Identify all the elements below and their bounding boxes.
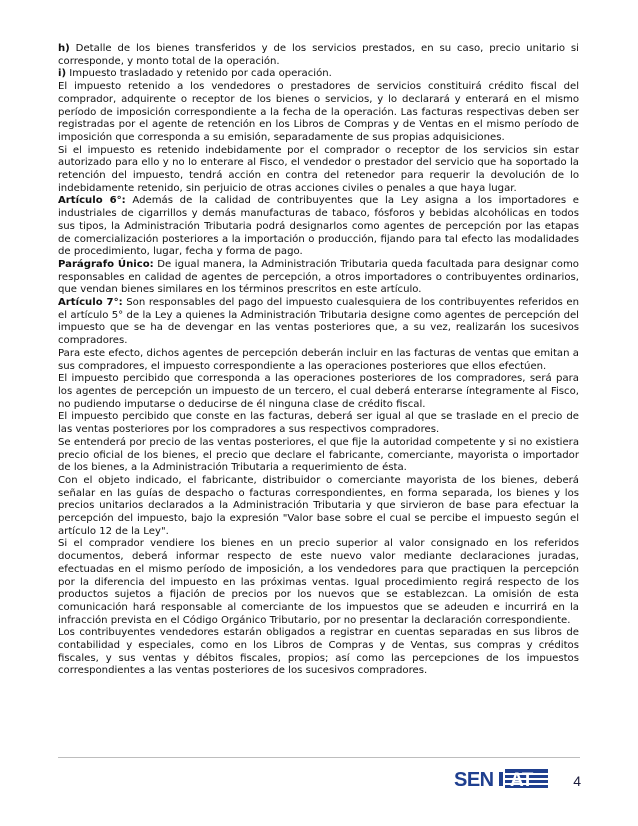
- paragraph-text: Se entenderá por precio de las ventas posteriores, el que fije la autoridad competente y si no existiera precio oficial de los bienes, el precio que declare el fabricante, comerciante, mayorista o importador de los bienes, a la Administración Tributaria a requerimiento de ésta.: [58, 436, 579, 474]
- paragraph-label: i): [58, 68, 67, 80]
- paragraph-text: Impuesto trasladado y retenido por cada operación.: [66, 68, 332, 80]
- paragraph-text: El impuesto percibido que corresponda a las operaciones posteriores de los compradores, será para los agentes de percepción un impuesto de un tercero, el cual deberá enterarse íntegramente al Fisco, no pudiendo imputarse o deducirse de él ninguna clase de crédito fiscal.: [58, 373, 579, 410]
- svg-text:AT: AT: [510, 770, 533, 790]
- paragraph-label: Artículo 7°:: [58, 297, 123, 309]
- seniat-logo: [454, 766, 548, 790]
- paragraph: [58, 538, 579, 627]
- paragraph-label: Artículo 6°:: [58, 195, 126, 207]
- paragraph-label: Parágrafo Único:: [58, 258, 154, 270]
- paragraph: [58, 297, 579, 348]
- paragraph-text: El impuesto retenido a los vendedores o prestadores de servicios constituirá crédito fiscal del comprador, adquirente o receptor de los bienes o servicios, y lo declarará y enterará en el mismo período de imposición correspondiente a la fecha de la operación. Las facturas respectivas deben ser registradas por el agente de retención en los Libros de Compras y de Ventas en el mismo período de imposición que corresponda a su emisión, separadamente de sus propias adquisiciones.: [58, 81, 579, 143]
- paragraph: [58, 43, 579, 68]
- svg-text:SEN: SEN: [454, 769, 494, 790]
- paragraph: [58, 373, 579, 411]
- paragraph-label: h): [58, 43, 70, 54]
- paragraph: [58, 411, 579, 436]
- paragraph-text: Con el objeto indicado, el fabricante, distribuidor o comerciante mayorista de los bienes, deberá señalar en las guías de despacho o facturas correspondientes, en forma separada, los bienes y los precios unitarios declarados a la Administración Tributaria y que sirvieron de base para efectuar la percepción del impuesto, bajo la expresión "Valor base sobre el cual se percibe el impuesto según el artículo 12 de la Ley".: [58, 474, 579, 537]
- footer-divider: [58, 757, 580, 758]
- paragraph: [58, 348, 579, 373]
- paragraph-text: El impuesto percibido que conste en las facturas, deberá ser igual al que se traslade en el precio de las ventas posteriores por los compradores a sus respectivos compradores.: [58, 411, 579, 436]
- paragraph-text: Detalle de los bienes transferidos y de los servicios prestados, en su caso, precio unitario si corresponde, y monto total de la operación.: [58, 43, 579, 67]
- paragraph: [58, 68, 579, 81]
- paragraph-text: Para este efecto, dichos agentes de percepción deberán incluir en las facturas de ventas que emitan a sus compradores, el impuesto correspondiente a las operaciones posteriores que ellos efectúen.: [58, 347, 579, 372]
- paragraph-text: De igual manera, la Administración Tributaria queda facultada para designar como responsables en calidad de agentes de percepción, a otros importadores o contribuyentes ordinarios, que vendan bienes similares en los términos prescritos en este artículo.: [58, 258, 579, 296]
- document-body: [58, 43, 579, 678]
- paragraph: [58, 195, 579, 259]
- paragraph: [58, 475, 579, 539]
- paragraph-text: Además de la calidad de contribuyentes que la Ley asigna a los importadores e industriales de cigarrillos y demás manufacturas de tabaco, fósforos y bebidas alcohólicas en todos sus tipos, la Administración Tributaria podrá designarlos como agentes de percepción por las etapas de comercialización posteriores a la importación o producción, fijando para tal efecto las modalidades de procedimiento, lugar, fecha y forma de pago.: [58, 195, 580, 258]
- page-number: 4: [573, 773, 581, 789]
- paragraph-text: Si el impuesto es retenido indebidamente por el comprador o receptor de los servicios sin estar autorizado para ello y no lo enterare al Fisco, el vendedor o prestador del servicio que ha soportado la retención del impuesto, tendrá acción en contra del retenedor para requerir la devolución de lo indebidamente retenido, sin perjuicio de otras acciones civiles o penales a que haya lugar.: [58, 144, 579, 194]
- paragraph: [58, 437, 579, 475]
- paragraph-text: Si el comprador vendiere los bienes en un precio superior al valor consignado en los referidos documentos, deberá informar respecto de este nuevo valor mediante declaraciones juradas, efectuadas en el mismo período de imposición, a los vendedores para que practiquen la percepción por la diferencia del impuesto en las próximas ventas. Igual procedimiento regirá respecto de los productos sujetos a fijación de precios por los nuevos que se establezcan. La omisión de esta comunicación hará responsable al comerciante de los impuestos que se adeuden e incurrirá en la infracción prevista en el Código Orgánico Tributario, por no presentar la declaración correspondiente.: [58, 538, 579, 626]
- paragraph: [58, 81, 579, 145]
- paragraph: [58, 145, 579, 196]
- paragraph-text: Los contribuyentes vendedores estarán obligados a registrar en cuentas separadas en sus libros de contabilidad y especiales, como en los Libros de Compras y de Ventas, sus compras y créditos fiscales, y sus ventas y débitos fiscales, propios; así como las percepciones de los impuestos correspondientes a las ventas posteriores de los sucesivos compradores.: [58, 627, 579, 677]
- paragraph: [58, 259, 579, 297]
- paragraph-text: Son responsables del pago del impuesto cualesquiera de los contribuyentes referidos en el artículo 5° de la Ley a quienes la Administración Tributaria designe como agentes de percepción del impuesto que se ha de devengar en las ventas posteriores que, a su vez, realizarán los sucesivos compradores.: [58, 297, 579, 347]
- paragraph: [58, 627, 579, 678]
